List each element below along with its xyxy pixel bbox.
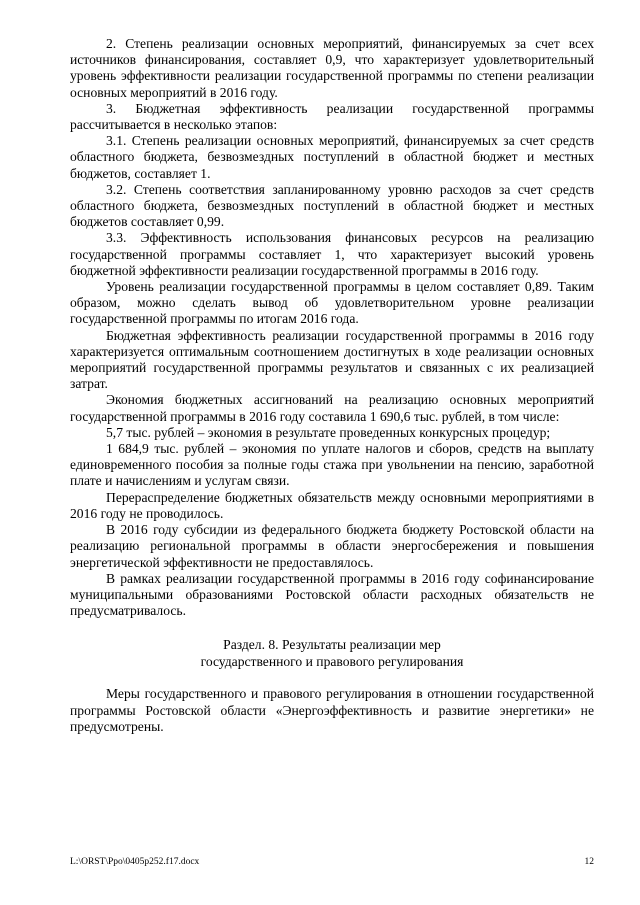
paragraph-8: Экономия бюджетных ассигнований на реализацию основных мероприятий государственной программы в 2016 году составила 1 690,6 тыс. рублей, в том числе: <box>70 392 594 424</box>
paragraph-10: 1 684,9 тыс. рублей – экономия по уплате налогов и сборов, средств на выплату единовременного пособия за полные годы стажа при увольнении на пенсию, заработной плате и начислениям и услугам связи. <box>70 441 594 489</box>
section-title-line-2: государственного и правового регулирования <box>200 654 464 670</box>
paragraph-2: 3. Бюджетная эффективность реализации государственной программы рассчитывается в несколько этапов: <box>70 100 594 133</box>
section-body: Меры государственного и правового регулирования в отношении государственной программы Ростовской области «Энергоэффективность и развитие энергетики» не предусмотрены. <box>70 686 594 734</box>
spacer <box>70 619 594 636</box>
paragraph-6: Уровень реализации государственной программы в целом составляет 0,89. Таким образом, можно сделать вывод об удовлетворительном уровне реализации государственной программы по итогам 2016 года. <box>70 279 594 327</box>
file-path: L:\ORST\Ppo\0405p252.f17.docx <box>70 857 200 867</box>
paragraph-1: 2. Степень реализации основных мероприятий, финансируемых за счет всех источников финансирования, составляет 0,9, что характеризует удовлетворительный уровень эффективности реализации государственной программы по степени реализации основных мероприятий в 2016 году. <box>70 36 594 100</box>
paragraph-4: 3.2. Степень соответствия запланированному уровню расходов за счет средств областного бюджета, безвозмездных поступлений в областной бюджет и местных бюджетов составляет 0,99. <box>70 181 594 230</box>
section-title-line-1: Раздел. 8. Результаты реализации мер <box>223 637 441 653</box>
paragraph-5: 3.3. Эффективность использования финансовых ресурсов на реализацию государственной программы составляет 1, что характеризует высокий уровень бюджетной эффективности реализации государственной программы в 2016 году. <box>70 230 594 278</box>
paragraph-7: Бюджетная эффективность реализации государственной программы в 2016 году характеризуется оптимальным соотношением достигнутых в ходе реализации основных мероприятий государственной программы результатов и связанных с их реализацией затрат. <box>70 327 594 392</box>
paragraph-13: В рамках реализации государственной программы в 2016 году софинансирование муниципальными образованиями Ростовской области расходных обязательств не предусматривалось. <box>70 570 594 619</box>
paragraph-3: 3.1. Степень реализации основных мероприятий, финансируемых за счет средств областного бюджета, безвозмездных поступлений в областной бюджет и местных бюджетов, составляет 1. <box>70 133 594 181</box>
spacer <box>70 670 594 686</box>
page-number: 12 <box>584 857 594 867</box>
paragraph-12: В 2016 году субсидии из федерального бюджета бюджету Ростовской области на реализацию региональной программы в области энергосбережения и повышения энергетической эффективности не предоставлялось. <box>70 522 594 570</box>
document-page <box>70 36 594 735</box>
paragraph-9: 5,7 тыс. рублей – экономия в результате проведенных конкурсных процедур; <box>106 424 551 440</box>
paragraph-11: Перераспределение бюджетных обязательств между основными мероприятиями в 2016 году не проводилось. <box>70 489 594 521</box>
